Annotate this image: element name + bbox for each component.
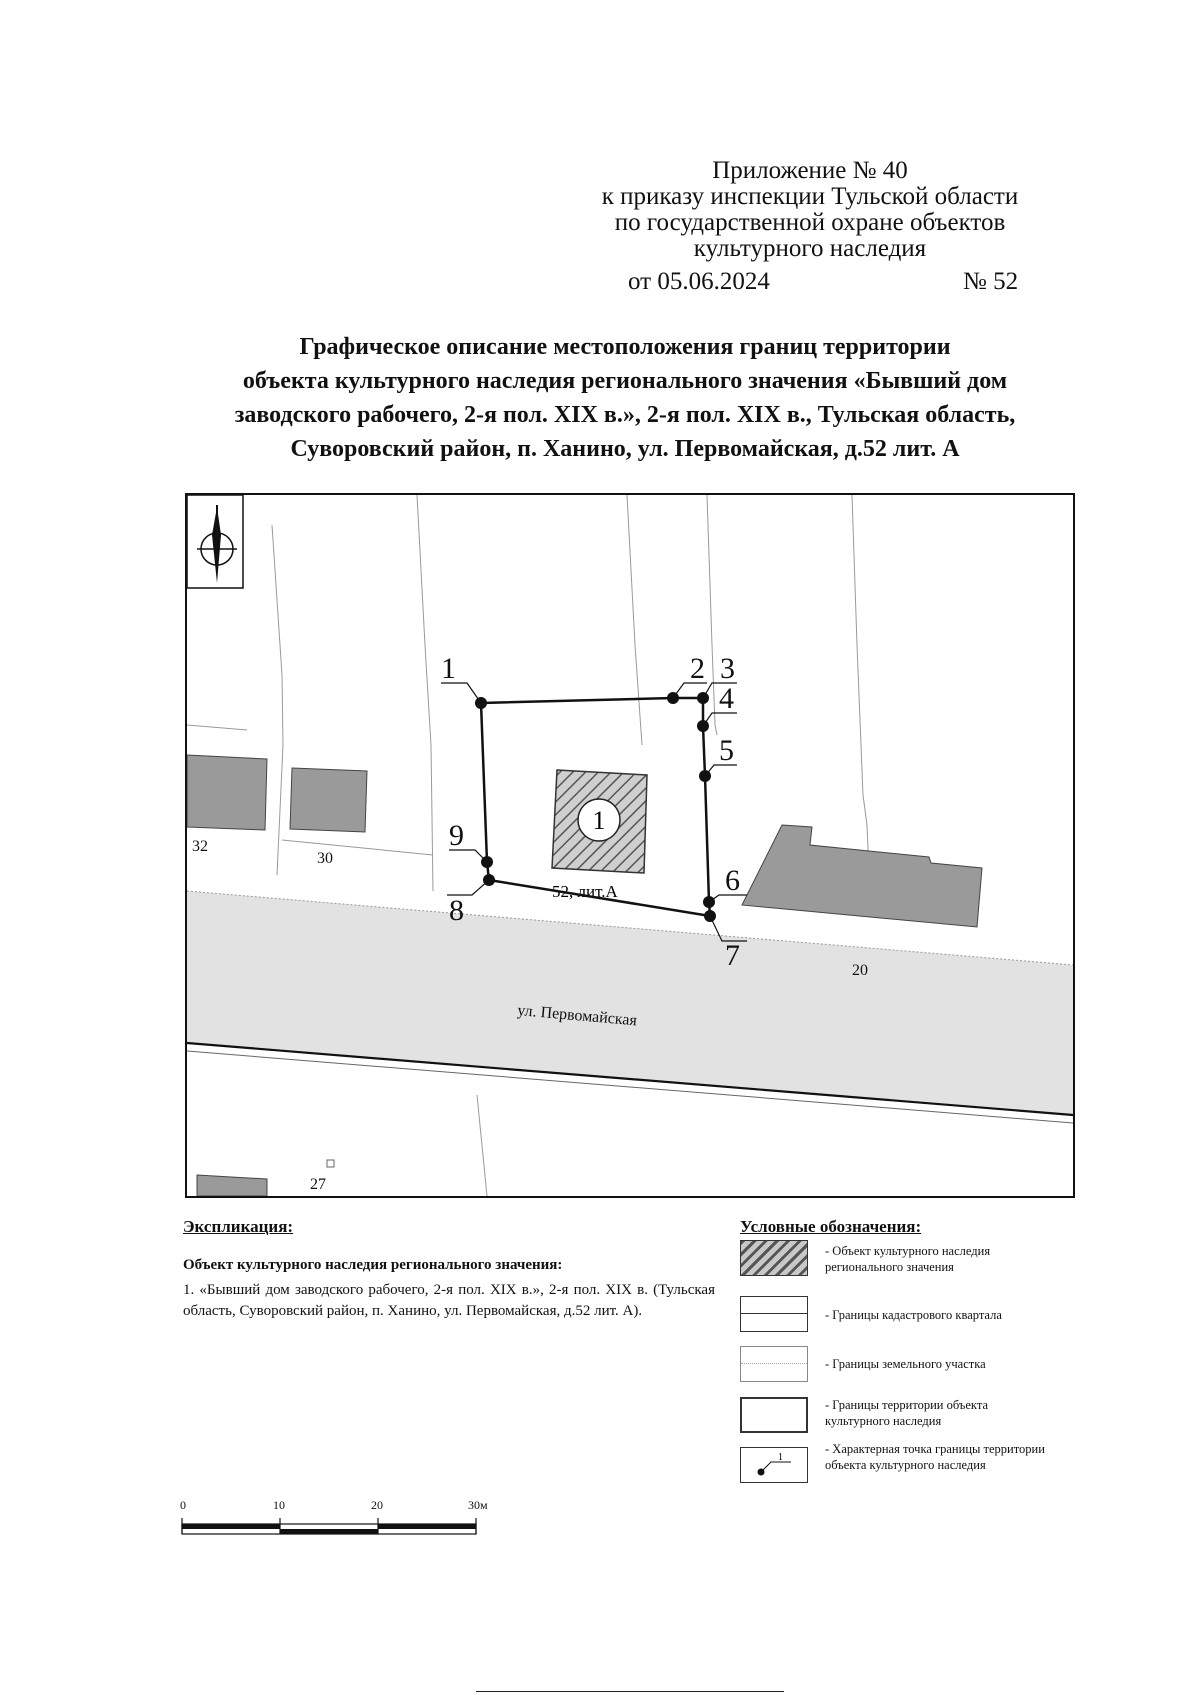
building-32 — [187, 755, 267, 830]
legend-symbol-boundary-point — [740, 1447, 808, 1483]
map-canvas — [187, 495, 1073, 1196]
legend-label-heritage-object: - Объект культурного наследия регионального значения — [825, 1244, 991, 1274]
title-line-3: заводского рабочего, 2-я пол. XIX в.», 2-я пол. XIX в., Тульская область, — [234, 402, 1016, 428]
bottom-rule — [476, 1691, 784, 1692]
house-number-27: 27 — [310, 1176, 326, 1193]
legend-label-land-parcel: - Границы земельного участка — [825, 1357, 986, 1371]
explication-subheading: Объект культурного наследия регионального значения: — [183, 1257, 563, 1273]
explication-heading: Экспликация: — [183, 1217, 294, 1236]
legend-label-boundary-point: - Характерная точка границы территории объекта культурного наследия — [825, 1442, 1045, 1472]
object-label: 52, лит.А — [552, 882, 618, 901]
legend-label-heritage-territory: - Границы территории объекта культурного наследия — [825, 1398, 989, 1428]
legend-symbol-heritage-object — [740, 1240, 808, 1276]
legend-symbol-land-parcel — [740, 1346, 808, 1382]
object-number: 1 — [592, 806, 606, 835]
scale-tick-0: 0 — [180, 1498, 186, 1512]
small-structure — [327, 1160, 334, 1167]
annex-line-2: к приказу инспекции Тульской области — [601, 183, 1019, 210]
point-label-1: 1 — [441, 652, 456, 685]
street-road — [187, 891, 1073, 1115]
document-title — [150, 330, 1100, 466]
north-arrow-icon — [187, 495, 243, 588]
point-label-6: 6 — [725, 864, 740, 897]
legend-symbol-heritage-territory — [740, 1397, 808, 1433]
point-label-9: 9 — [449, 819, 464, 852]
legend-symbol-cadastral-quarter — [740, 1296, 808, 1332]
point-label-7: 7 — [725, 939, 740, 972]
building-20 — [742, 825, 982, 927]
point-label-5: 5 — [719, 734, 734, 767]
point-label-3: 3 — [720, 652, 735, 685]
point-label-8: 8 — [449, 894, 464, 927]
legend-heading: Условные обозначения: — [740, 1217, 922, 1236]
annex-line-3: по государственной охране объектов — [614, 209, 1006, 236]
point-label-2: 2 — [690, 652, 705, 685]
scale-tick-10: 10 — [273, 1498, 285, 1512]
annex-header — [560, 158, 1060, 262]
boundary-map — [185, 493, 1075, 1198]
legend-label-cadastral-quarter: - Границы кадастрового квартала — [825, 1308, 1002, 1322]
street-label: ул. Первомайская — [516, 1002, 638, 1030]
scale-tick-20: 20 — [371, 1498, 383, 1512]
svg-text:1: 1 — [778, 1452, 783, 1463]
building-27 — [197, 1175, 267, 1196]
annex-number: Приложение № 40 — [712, 157, 908, 184]
house-number-30: 30 — [317, 850, 333, 867]
point-label-4: 4 — [719, 682, 734, 715]
title-line-4: Суворовский район, п. Ханино, ул. Первомайская, д.52 лит. А — [290, 436, 960, 462]
title-line-2: объекта культурного наследия регионального значения «Бывший дом — [242, 368, 1008, 394]
order-number: № 52 — [963, 268, 1019, 295]
annex-line-4: культурного наследия — [693, 235, 927, 262]
order-date: от 05.06.2024 — [628, 268, 770, 295]
boundary-point-sample-icon — [741, 1448, 806, 1481]
scale-bar-graphic — [180, 1514, 500, 1544]
house-number-32: 32 — [192, 838, 208, 855]
explication-text: 1. «Бывший дом заводского рабочего, 2-я пол. XIX в.», 2-я пол. XIX в. (Тульская область, Суворовский район, п. Ханино, ул. Первомайская, д.52 лит. А). — [183, 1282, 715, 1319]
title-line-1: Графическое описание местоположения границ территории — [299, 334, 951, 360]
house-number-20: 20 — [852, 962, 868, 979]
building-30 — [290, 768, 367, 832]
scale-tick-30: 30м — [468, 1498, 488, 1512]
